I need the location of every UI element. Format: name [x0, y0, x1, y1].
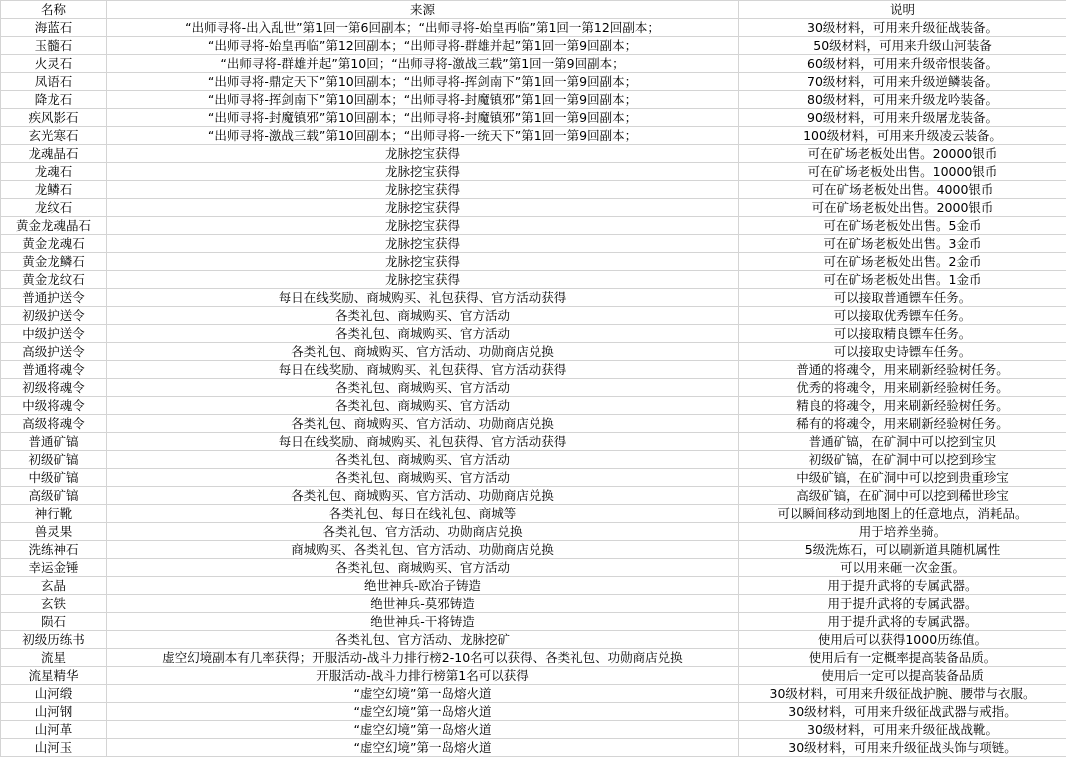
cell-source[interactable]: “虚空幻境”第一岛熔火道 — [107, 739, 739, 757]
cell-description[interactable]: 30级材料，可用来升级征战装备。 — [739, 19, 1066, 37]
cell-source[interactable]: 各类礼包、商城购买、官方活动、功勋商店兑换 — [107, 343, 739, 361]
table-row — [1, 199, 1066, 217]
cell-name[interactable]: 中级将魂令 — [1, 397, 107, 415]
cell-name[interactable]: 中级矿镐 — [1, 469, 107, 487]
cell-name[interactable]: 黄金龙魂石 — [1, 235, 107, 253]
cell-description[interactable]: 100级材料，可用来升级凌云装备。 — [739, 127, 1066, 145]
cell-name[interactable]: 初级护送令 — [1, 307, 107, 325]
cell-description[interactable]: 90级材料，可用来升级屠龙装备。 — [739, 109, 1066, 127]
cell-description[interactable]: 用于提升武将的专属武器。 — [739, 577, 1066, 595]
cell-description[interactable]: 60级材料，可用来升级帝恨装备。 — [739, 55, 1066, 73]
header-row — [1, 1, 1066, 19]
cell-source[interactable]: 龙脉挖宝获得 — [107, 181, 739, 199]
header-source[interactable]: 来源 — [107, 1, 739, 19]
cell-description[interactable]: 可在矿场老板处出售。10000银币 — [739, 163, 1066, 181]
table-row — [1, 631, 1066, 649]
cell-source[interactable]: “出师寻将-鼎定天下”第10回副本；“出师寻将-挥剑南下”第1回一第9回副本； — [107, 73, 739, 91]
cell-name[interactable]: 龙鳞石 — [1, 181, 107, 199]
cell-source[interactable]: 各类礼包、官方活动、功勋商店兑换 — [107, 523, 739, 541]
cell-source[interactable]: 各类礼包、商城购买、官方活动 — [107, 325, 739, 343]
cell-name[interactable]: 普通将魂令 — [1, 361, 107, 379]
cell-description[interactable]: 稀有的将魂令，用来刷新经验树任务。 — [739, 415, 1066, 433]
table-row — [1, 217, 1066, 235]
table-row — [1, 397, 1066, 415]
cell-source[interactable]: 虚空幻境副本有几率获得；开服活动-战斗力排行榜2-10名可以获得、各类礼包、功勋商店兑换 — [107, 649, 739, 667]
cell-name[interactable]: 神行靴 — [1, 505, 107, 523]
table-row — [1, 289, 1066, 307]
table-row — [1, 271, 1066, 289]
table-row — [1, 721, 1066, 739]
cell-source[interactable]: “虚空幻境”第一岛熔火道 — [107, 703, 739, 721]
cell-description[interactable]: 普通矿镐，在矿洞中可以挖到宝贝 — [739, 433, 1066, 451]
cell-name[interactable]: 普通护送令 — [1, 289, 107, 307]
cell-source[interactable]: “虚空幻境”第一岛熔火道 — [107, 685, 739, 703]
table-row — [1, 487, 1066, 505]
cell-source[interactable]: 龙脉挖宝获得 — [107, 235, 739, 253]
cell-description[interactable]: 可以接取史诗镖车任务。 — [739, 343, 1066, 361]
cell-source[interactable]: 每日在线奖励、商城购买、礼包获得、官方活动获得 — [107, 289, 739, 307]
table-row — [1, 361, 1066, 379]
cell-description[interactable]: 30级材料，可用来升级征战头饰与项链。 — [739, 739, 1066, 757]
cell-source[interactable]: 开服活动-战斗力排行榜第1名可以获得 — [107, 667, 739, 685]
table-row — [1, 325, 1066, 343]
cell-name[interactable]: 龙魂石 — [1, 163, 107, 181]
cell-description[interactable]: 普通的将魂令，用来刷新经验树任务。 — [739, 361, 1066, 379]
cell-source[interactable]: 各类礼包、商城购买、官方活动 — [107, 559, 739, 577]
cell-source[interactable]: 绝世神兵-干将铸造 — [107, 613, 739, 631]
cell-description[interactable]: 用于培养坐骑。 — [739, 523, 1066, 541]
table-row — [1, 307, 1066, 325]
cell-source[interactable]: “出师寻将-封魔镇邪”第10回副本；“出师寻将-封魔镇邪”第1回一第9回副本； — [107, 109, 739, 127]
cell-name[interactable]: 玄铁 — [1, 595, 107, 613]
table-row — [1, 73, 1066, 91]
cell-name[interactable]: 高级将魂令 — [1, 415, 107, 433]
cell-description[interactable]: 可在矿场老板处出售。2000银币 — [739, 199, 1066, 217]
cell-source[interactable]: 龙脉挖宝获得 — [107, 217, 739, 235]
cell-name[interactable]: 疾风影石 — [1, 109, 107, 127]
cell-description[interactable]: 可以瞬间移动到地图上的任意地点，消耗品。 — [739, 505, 1066, 523]
cell-source[interactable]: 龙脉挖宝获得 — [107, 145, 739, 163]
table-row — [1, 685, 1066, 703]
cell-name[interactable]: 兽灵果 — [1, 523, 107, 541]
table-row — [1, 253, 1066, 271]
table-row — [1, 379, 1066, 397]
cell-name[interactable]: 凤语石 — [1, 73, 107, 91]
cell-source[interactable]: 各类礼包、商城购买、官方活动 — [107, 307, 739, 325]
cell-description[interactable]: 30级材料，可用来升级征战武器与戒指。 — [739, 703, 1066, 721]
cell-name[interactable]: 流星精华 — [1, 667, 107, 685]
cell-description[interactable]: 80级材料，可用来升级龙吟装备。 — [739, 91, 1066, 109]
table-row — [1, 433, 1066, 451]
table-row — [1, 451, 1066, 469]
cell-name[interactable]: 中级护送令 — [1, 325, 107, 343]
cell-source[interactable]: 龙脉挖宝获得 — [107, 163, 739, 181]
cell-source[interactable]: 各类礼包、商城购买、官方活动 — [107, 469, 739, 487]
table-row — [1, 703, 1066, 721]
cell-source[interactable]: “出师寻将-激战三载”第10回副本；“出师寻将-一统天下”第1回一第9回副本； — [107, 127, 739, 145]
cell-source[interactable]: 各类礼包、商城购买、官方活动 — [107, 379, 739, 397]
cell-description[interactable]: 中级矿镐，在矿洞中可以挖到贵重珍宝 — [739, 469, 1066, 487]
cell-source[interactable]: 各类礼包、商城购买、官方活动 — [107, 451, 739, 469]
cell-description[interactable]: 可在矿场老板处出售。20000银币 — [739, 145, 1066, 163]
cell-description[interactable]: 可在矿场老板处出售。4000银币 — [739, 181, 1066, 199]
cell-description[interactable]: 可以用来砸一次金蛋。 — [739, 559, 1066, 577]
cell-source[interactable]: “虚空幻境”第一岛熔火道 — [107, 721, 739, 739]
cell-name[interactable]: 海蓝石 — [1, 19, 107, 37]
cell-name[interactable]: 高级护送令 — [1, 343, 107, 361]
cell-description[interactable]: 可在矿场老板处出售。3金币 — [739, 235, 1066, 253]
cell-name[interactable]: 初级矿镐 — [1, 451, 107, 469]
table-row — [1, 739, 1066, 757]
cell-source[interactable]: 龙脉挖宝获得 — [107, 271, 739, 289]
table-row — [1, 109, 1066, 127]
table-row — [1, 559, 1066, 577]
cell-description[interactable]: 30级材料，可用来升级征战护腕、腰带与衣服。 — [739, 685, 1066, 703]
cell-description[interactable]: 5级洗炼石，可以刷新道具随机属性 — [739, 541, 1066, 559]
cell-source[interactable]: 商城购买、各类礼包、官方活动、功勋商店兑换 — [107, 541, 739, 559]
table-row — [1, 595, 1066, 613]
table-row — [1, 37, 1066, 55]
cell-name[interactable]: 火灵石 — [1, 55, 107, 73]
cell-name[interactable]: 陨石 — [1, 613, 107, 631]
cell-source[interactable]: 绝世神兵-莫邪铸造 — [107, 595, 739, 613]
cell-source[interactable]: 各类礼包、每日在线礼包、商城等 — [107, 505, 739, 523]
table-row — [1, 541, 1066, 559]
cell-description[interactable]: 初级矿镐，在矿洞中可以挖到珍宝 — [739, 451, 1066, 469]
cell-description[interactable]: 优秀的将魂令，用来刷新经验树任务。 — [739, 379, 1066, 397]
cell-source[interactable]: 各类礼包、商城购买、官方活动、功勋商店兑换 — [107, 415, 739, 433]
cell-source[interactable]: 各类礼包、官方活动、龙脉挖矿 — [107, 631, 739, 649]
cell-name[interactable]: 高级矿镐 — [1, 487, 107, 505]
cell-description[interactable]: 可在矿场老板处出售。2金币 — [739, 253, 1066, 271]
table-row — [1, 577, 1066, 595]
cell-description[interactable]: 30级材料，可用来升级征战战靴。 — [739, 721, 1066, 739]
cell-name[interactable]: 玉髓石 — [1, 37, 107, 55]
table-row — [1, 163, 1066, 181]
cell-name[interactable]: 黄金龙魂晶石 — [1, 217, 107, 235]
cell-description[interactable]: 使用后可以获得1000历练值。 — [739, 631, 1066, 649]
cell-description[interactable]: 用于提升武将的专属武器。 — [739, 613, 1066, 631]
cell-source[interactable]: “出师寻将-出入乱世”第1回一第6回副本；“出师寻将-始皇再临”第1回一第12回副本； — [107, 19, 739, 37]
cell-name[interactable]: 流星 — [1, 649, 107, 667]
cell-name[interactable]: 普通矿镐 — [1, 433, 107, 451]
cell-name[interactable]: 黄金龙纹石 — [1, 271, 107, 289]
cell-source[interactable]: 各类礼包、商城购买、官方活动 — [107, 397, 739, 415]
header-name[interactable]: 名称 — [1, 1, 107, 19]
cell-source[interactable]: “出师寻将-群雄并起”第10回；“出师寻将-激战三载”第1回一第9回副本； — [107, 55, 739, 73]
cell-source[interactable]: “出师寻将-始皇再临”第12回副本；“出师寻将-群雄并起”第1回一第9回副本； — [107, 37, 739, 55]
cell-source[interactable]: 龙脉挖宝获得 — [107, 253, 739, 271]
cell-source[interactable]: 龙脉挖宝获得 — [107, 199, 739, 217]
cell-description[interactable]: 精良的将魂令，用来刷新经验树任务。 — [739, 397, 1066, 415]
cell-name[interactable]: 黄金龙鳞石 — [1, 253, 107, 271]
table-row — [1, 91, 1066, 109]
table-row — [1, 181, 1066, 199]
cell-name[interactable]: 幸运金锤 — [1, 559, 107, 577]
cell-name[interactable]: 初级将魂令 — [1, 379, 107, 397]
table-row — [1, 469, 1066, 487]
cell-name[interactable]: 洗练神石 — [1, 541, 107, 559]
table-row — [1, 667, 1066, 685]
cell-source[interactable]: 各类礼包、商城购买、官方活动、功勋商店兑换 — [107, 487, 739, 505]
cell-name[interactable]: 初级历练书 — [1, 631, 107, 649]
cell-description[interactable]: 使用后一定可以提高装备品质 — [739, 667, 1066, 685]
cell-description[interactable]: 可以接取优秀镖车任务。 — [739, 307, 1066, 325]
table-row — [1, 19, 1066, 37]
table-row — [1, 613, 1066, 631]
table-row — [1, 649, 1066, 667]
cell-name[interactable]: 山河玉 — [1, 739, 107, 757]
table-row — [1, 127, 1066, 145]
cell-description[interactable]: 70级材料，可用来升级逆鳞装备。 — [739, 73, 1066, 91]
cell-name[interactable]: 降龙石 — [1, 91, 107, 109]
table-row — [1, 415, 1066, 433]
table-row — [1, 235, 1066, 253]
cell-source[interactable]: 每日在线奖励、商城购买、礼包获得、官方活动获得 — [107, 433, 739, 451]
table-row — [1, 505, 1066, 523]
cell-description[interactable]: 使用后有一定概率提高装备品质。 — [739, 649, 1066, 667]
table-row — [1, 145, 1066, 163]
cell-description[interactable]: 可以接取精良镖车任务。 — [739, 325, 1066, 343]
cell-description[interactable]: 50级材料，可用来升级山河装备 — [739, 37, 1066, 55]
cell-name[interactable]: 玄晶 — [1, 577, 107, 595]
cell-name[interactable]: 玄光寒石 — [1, 127, 107, 145]
cell-description[interactable]: 用于提升武将的专属武器。 — [739, 595, 1066, 613]
cell-source[interactable]: “出师寻将-挥剑南下”第10回副本；“出师寻将-封魔镇邪”第1回一第9回副本； — [107, 91, 739, 109]
cell-name[interactable]: 龙魂晶石 — [1, 145, 107, 163]
cell-name[interactable]: 山河钢 — [1, 703, 107, 721]
cell-name[interactable]: 山河革 — [1, 721, 107, 739]
table-row — [1, 55, 1066, 73]
cell-source[interactable]: 绝世神兵-欧冶子铸造 — [107, 577, 739, 595]
cell-name[interactable]: 山河缎 — [1, 685, 107, 703]
cell-description[interactable]: 高级矿镐，在矿洞中可以挖到稀世珍宝 — [739, 487, 1066, 505]
cell-description[interactable]: 可在矿场老板处出售。1金币 — [739, 271, 1066, 289]
cell-name[interactable]: 龙纹石 — [1, 199, 107, 217]
cell-description[interactable]: 可以接取普通镖车任务。 — [739, 289, 1066, 307]
cell-description[interactable]: 可在矿场老板处出售。5金币 — [739, 217, 1066, 235]
cell-source[interactable]: 每日在线奖励、商城购买、礼包获得、官方活动获得 — [107, 361, 739, 379]
table-row — [1, 523, 1066, 541]
table-row — [1, 343, 1066, 361]
header-description[interactable]: 说明 — [739, 1, 1066, 19]
